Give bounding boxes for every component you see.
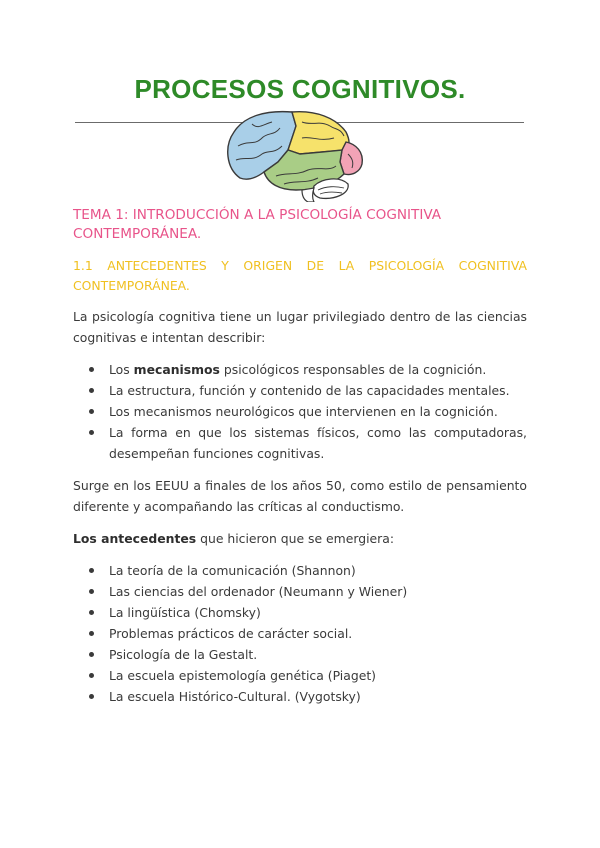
page-title: PROCESOS COGNITIVOS. (134, 74, 466, 104)
list-item: Problemas prácticos de carácter social. (73, 623, 527, 644)
list-item: Psicología de la Gestalt. (73, 644, 527, 665)
origin-paragraph: Surge en los EEUU a finales de los años 50, como estilo de pensamiento diferente y acompañando las críticas al conductismo. (73, 478, 527, 514)
intro-paragraph: La psicología cognitiva tiene un lugar privilegiado dentro de las ciencias cognitivas e intentan describir: (73, 309, 527, 345)
list-item: La escuela epistemología genética (Piaget) (73, 665, 527, 686)
list-item: La teoría de la comunicación (Shannon) (73, 560, 527, 581)
objectives-list (73, 359, 527, 464)
list-item: La escuela Histórico-Cultural. (Vygotsky) (73, 686, 527, 707)
subsection-heading-1-1: 1.1 ANTECEDENTES Y ORIGEN DE LA PSICOLOGÍA COGNITIVA CONTEMPORÁNEA. (73, 258, 527, 293)
antecedentes-intro: Los antecedentes que hicieron que se emergiera: (73, 531, 395, 546)
brain-parietal-lobe (288, 112, 349, 154)
brain-illustration (222, 106, 368, 202)
brain-stem (302, 188, 314, 202)
list-item: La lingüística (Chomsky) (73, 602, 527, 623)
antecedentes-list (73, 560, 527, 707)
brain-cerebellum (313, 179, 348, 198)
list-item: La forma en que los sistemas físicos, como las computadoras, desempeñan funciones cognitivas. (73, 422, 527, 464)
document-content (73, 206, 527, 718)
list-item: Los mecanismos psicológicos responsables de la cognición. (73, 359, 527, 380)
list-item: La estructura, función y contenido de las capacidades mentales. (73, 380, 527, 401)
section-heading-tema-1: TEMA 1: INTRODUCCIÓN A LA PSICOLOGÍA COGNITIVA CONTEMPORÁNEA. (73, 207, 442, 242)
list-item: Las ciencias del ordenador (Neumann y Wiener) (73, 581, 527, 602)
list-item: Los mecanismos neurológicos que intervienen en la cognición. (73, 401, 527, 422)
